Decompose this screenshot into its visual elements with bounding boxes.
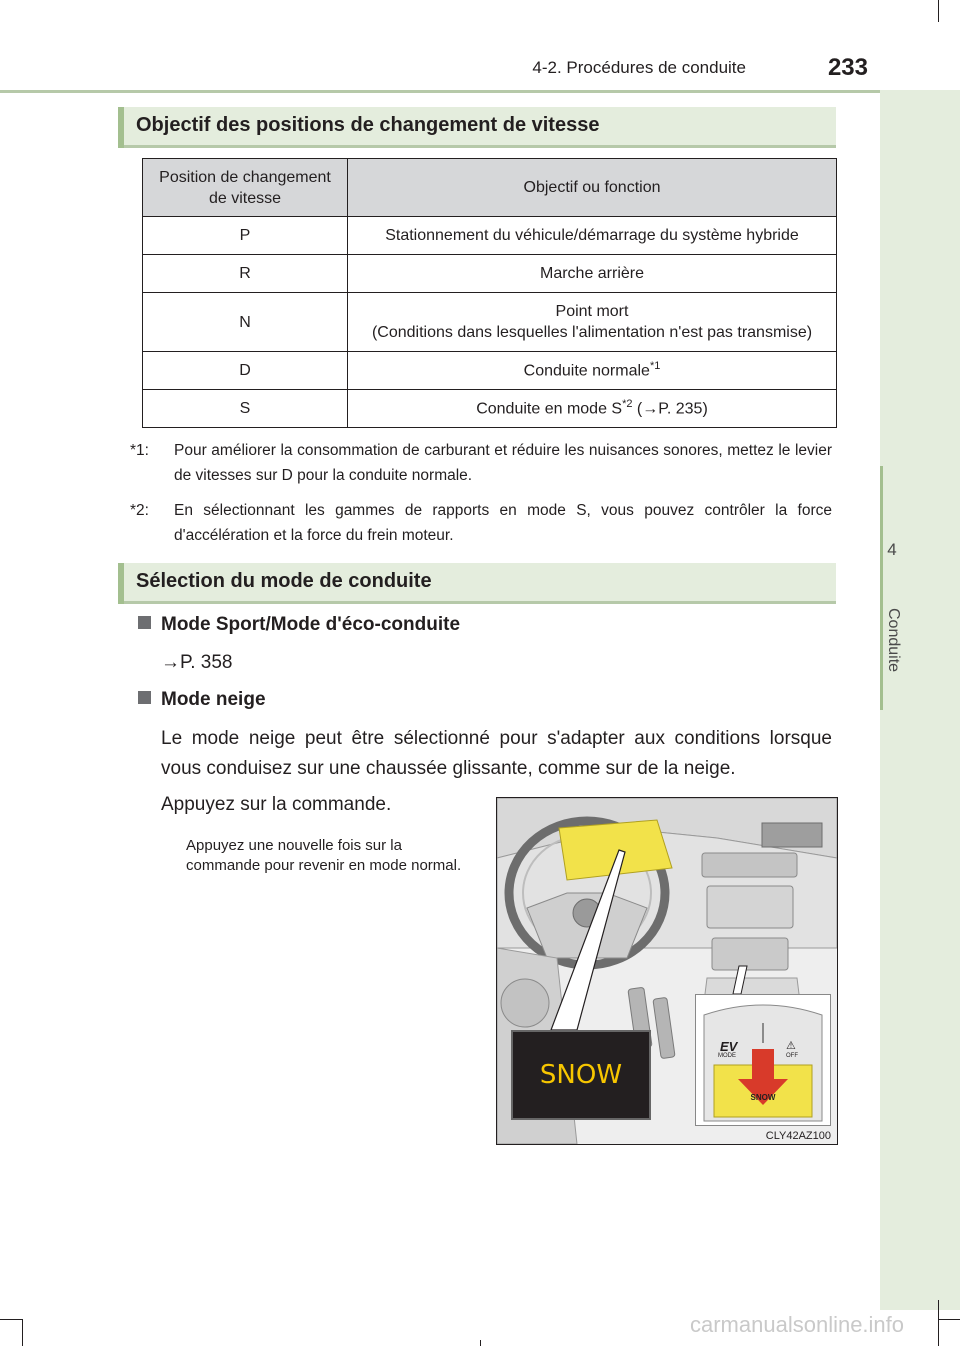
table-cell-position: S <box>143 390 348 428</box>
sport-mode-page-ref[interactable]: →P. 358 <box>161 652 233 673</box>
table-cell-function <box>348 352 837 390</box>
snow-mode-illustration <box>496 797 838 1145</box>
snow-button-label: SNOW <box>750 1093 776 1102</box>
meter-snow-text: SNOW <box>539 1060 623 1090</box>
bullet-square-icon <box>138 691 151 704</box>
footnote-mark: *1: <box>130 442 149 459</box>
table-cell-position: P <box>143 217 348 255</box>
shift-position-table <box>142 158 837 428</box>
snow-switch-inset <box>695 994 831 1126</box>
header-rule <box>0 90 960 93</box>
crop-mark <box>480 1340 481 1346</box>
push-arrow-shaft <box>752 1049 774 1083</box>
crop-mark <box>938 1319 960 1320</box>
crop-mark <box>0 1319 22 1320</box>
table-row <box>143 390 837 428</box>
page-number: 233 <box>827 54 868 81</box>
footnote-1 <box>130 438 832 488</box>
table-row <box>143 255 837 293</box>
figure-code: CLY42AZ100 <box>765 1130 831 1142</box>
table-cell-function: Stationnement du véhicule/démarrage du système hybride <box>348 217 837 255</box>
function-text: Conduite normale <box>523 362 650 380</box>
crop-mark <box>938 1300 939 1346</box>
running-header-section: 4-2. Procédures de conduite <box>532 58 746 77</box>
footnote-2 <box>130 498 832 548</box>
snow-mode-description: Le mode neige peut être sélectionné pour s'adapter aux conditions lorsque vous conduisez sur une chaussée glissante, comme sur de la neige. <box>161 728 832 779</box>
crop-mark <box>22 1319 23 1346</box>
footnote-ref: *2 <box>622 398 633 411</box>
footnote-text: En sélectionnant les gammes de rapports en mode S, vous pouvez contrôler la force d'accélération et la force du frein moteur. <box>174 502 832 544</box>
table-cell-function <box>348 293 837 352</box>
footnote-text: Pour améliorer la consommation de carburant et réduire les nuisances sonores, mettez le levier de vitesses sur D pour la conduite normale. <box>174 442 832 484</box>
table-row <box>143 352 837 390</box>
bullet-square-icon <box>138 616 151 629</box>
ev-mode-icon: EV <box>720 1039 738 1054</box>
table-cell-function <box>348 390 837 428</box>
function-line1: Point mort <box>555 303 629 320</box>
subheading-sport-mode: Mode Sport/Mode d'éco-conduite <box>138 614 460 636</box>
function-text: Conduite en mode S <box>476 400 623 418</box>
ev-mode-sub-label: MODE <box>718 1053 736 1059</box>
chapter-tab-marker <box>880 466 883 710</box>
press-again-note: Appuyez une nouvelle fois sur la commande pour revenir en mode normal. <box>186 837 462 874</box>
watermark-url: carmanualsonline.info <box>690 1312 905 1337</box>
meter-snow-display <box>511 1030 651 1120</box>
table-header-row <box>143 159 837 217</box>
press-instruction: Appuyez sur la commande. <box>161 794 392 815</box>
table-cell-position: D <box>143 352 348 390</box>
chapter-label <box>878 608 902 626</box>
function-line2: (Conditions dans lesquelles l'alimentation n'est pas transmise) <box>371 324 813 341</box>
chapter-side-tab <box>880 90 960 1310</box>
table-header-function: Objectif ou fonction <box>348 159 837 217</box>
table-header-position: Position de changement de vitesse <box>143 159 348 217</box>
table-cell-function: Marche arrière <box>348 255 837 293</box>
crop-mark <box>938 0 939 22</box>
subheading-snow-mode: Mode neige <box>138 689 266 711</box>
switch-panel-drawing <box>696 995 830 1125</box>
section-title: Objectif des positions de changement de vitesse <box>136 114 600 136</box>
footnote-ref: *1 <box>649 360 661 373</box>
table-cell-position: N <box>143 293 348 352</box>
section-heading-shift-positions <box>118 107 836 148</box>
vsc-off-label: OFF <box>786 1053 798 1059</box>
chapter-number: 4 <box>887 540 897 559</box>
footnote-mark: *2: <box>130 502 149 519</box>
vsc-off-icon: ⚠ <box>786 1040 796 1052</box>
table-row <box>143 293 837 352</box>
page-reference: (→P. 235) <box>632 400 708 418</box>
table-cell-position: R <box>143 255 348 293</box>
table-row <box>143 217 837 255</box>
section-heading-drive-mode <box>118 563 836 604</box>
section-title: Sélection du mode de conduite <box>136 570 432 592</box>
